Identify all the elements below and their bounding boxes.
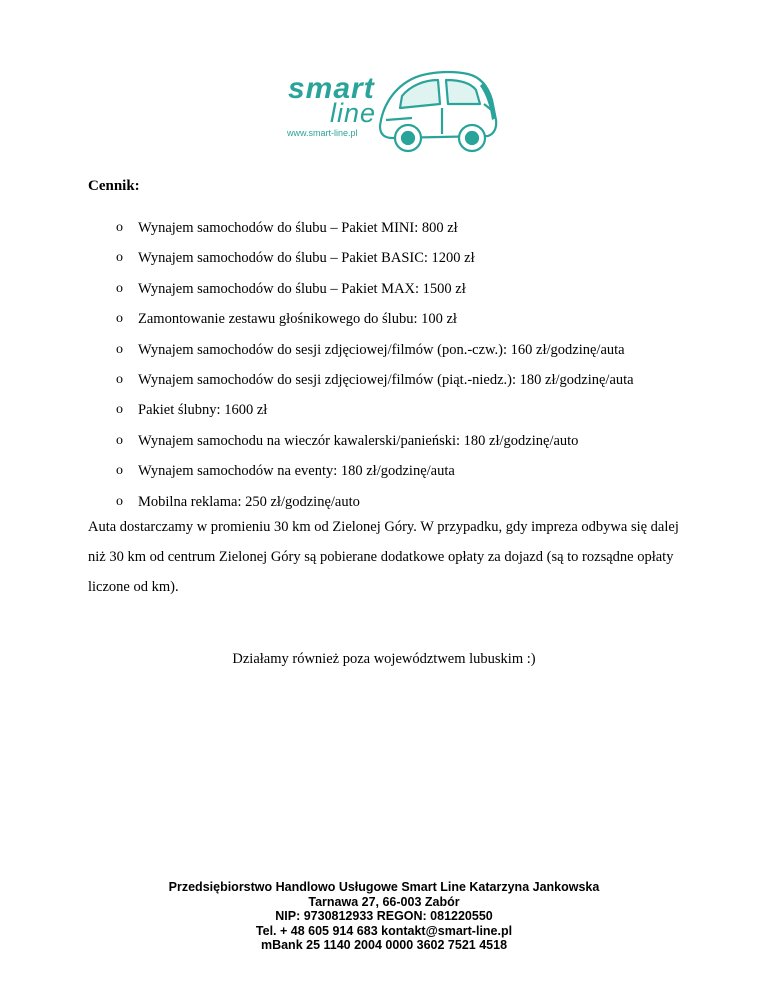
price-item bbox=[88, 249, 634, 279]
company-footer bbox=[0, 880, 768, 953]
price-item-text: Wynajem samochodów do ślubu – Pakiet MINI: 800 zł bbox=[138, 220, 458, 236]
price-item bbox=[88, 280, 634, 310]
price-item bbox=[88, 462, 634, 492]
price-list bbox=[88, 219, 634, 523]
price-item-text: Wynajem samochodów do ślubu – Pakiet BASIC: 1200 zł bbox=[138, 250, 475, 267]
footer-address: Tarnawa 27, 66-003 Zabór bbox=[308, 894, 460, 909]
bullet-icon: o bbox=[116, 402, 123, 418]
footer-contact: Tel. + 48 605 914 683 kontakt@smart-line.pl bbox=[255, 923, 513, 938]
smart-line-logo bbox=[284, 66, 504, 156]
price-item-text: Wynajem samochodów na eventy: 180 zł/godzinę/auta bbox=[138, 463, 455, 480]
price-item-text: Mobilna reklama: 250 zł/godzinę/auto bbox=[138, 493, 360, 510]
bullet-icon: o bbox=[116, 432, 123, 448]
price-item-text: Wynajem samochodów do ślubu – Pakiet MAX: 1500 zł bbox=[138, 280, 466, 297]
logo-word-line: line bbox=[330, 98, 377, 128]
price-item bbox=[88, 219, 634, 249]
price-item bbox=[88, 310, 634, 340]
bullet-icon: o bbox=[116, 493, 123, 509]
bullet-icon: o bbox=[116, 463, 123, 479]
price-item-text: Wynajem samochodów do sesji zdjęciowej/filmów (pon.-czw.): 160 zł/godzinę/auta bbox=[138, 341, 625, 358]
footer-bank: mBank 25 1140 2004 0000 3602 7521 4518 bbox=[260, 938, 508, 952]
bullet-icon: o bbox=[116, 371, 123, 387]
footer-ids: NIP: 9730812933 REGON: 081220550 bbox=[275, 909, 493, 923]
bullet-icon: o bbox=[116, 311, 123, 327]
bullet-icon: o bbox=[116, 250, 123, 266]
footer-company: Przedsiębiorstwo Handlowo Usługowe Smart Line Katarzyna Jankowska bbox=[168, 880, 600, 894]
delivery-paragraph: Auta dostarczamy w promieniu 30 km od Zielonej Góry. W przypadku, gdy impreza odbywa się dalej niż 30 km od centrum Zielonej Góry są pobierane dodatkowe opłaty za dojazd (są to rozsądne opłaty liczone od km). bbox=[88, 519, 679, 595]
price-item bbox=[88, 341, 634, 371]
bullet-icon: o bbox=[116, 220, 123, 235]
price-item-text: Zamontowanie zestawu głośnikowego do ślubu: 100 zł bbox=[138, 311, 457, 328]
bullet-icon: o bbox=[116, 341, 123, 357]
price-item bbox=[88, 401, 634, 431]
price-item-text: Wynajem samochodów do sesji zdjęciowej/filmów (piąt.-niedz.): 180 zł/godzinę/auta bbox=[138, 371, 634, 388]
price-item-text: Pakiet ślubny: 1600 zł bbox=[138, 402, 268, 419]
car-icon bbox=[372, 68, 502, 156]
logo-word-smart: smart bbox=[288, 72, 375, 105]
region-note: Działamy również poza województwem lubuskim :) bbox=[232, 651, 536, 667]
price-item-text: Wynajem samochodu na wieczór kawalerski/panieński: 180 zł/godzinę/auto bbox=[138, 432, 579, 449]
price-item bbox=[88, 432, 634, 462]
logo-url: www.smart-line.pl bbox=[287, 128, 358, 138]
price-item bbox=[88, 371, 634, 401]
pricing-heading: Cennik: bbox=[88, 178, 140, 194]
bullet-icon: o bbox=[116, 280, 123, 296]
